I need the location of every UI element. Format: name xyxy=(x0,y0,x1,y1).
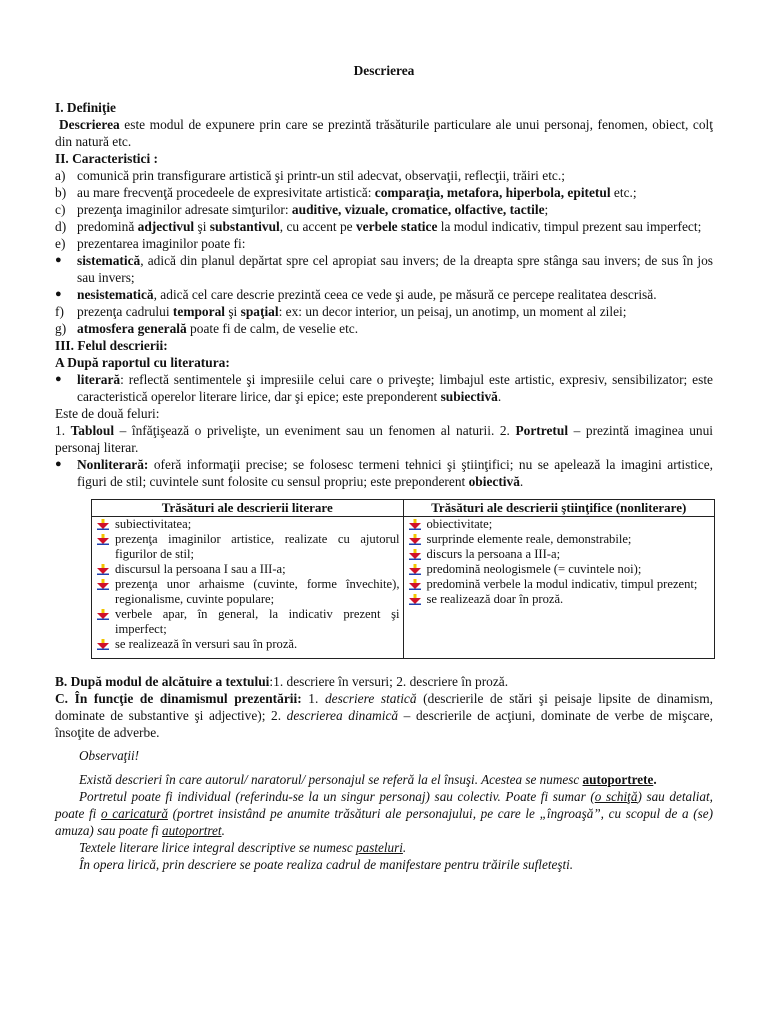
list-item xyxy=(95,607,400,637)
list-item-text: obiectivitate; xyxy=(426,517,493,531)
kinds-paragraph: 1. Tabloul – înfăţişează o privelişte, un eveniment sau un fenomen al naturii. 2. Portretul – prezintă imaginea unui personaj literar. xyxy=(55,423,714,455)
list-item xyxy=(95,517,400,532)
list-item-text: discurs la persoana a III-a; xyxy=(426,547,561,561)
item-marker: g) xyxy=(55,321,67,336)
arrow-down-bullet-icon xyxy=(407,547,427,562)
definition-text: este modul de expunere prin care se prezintă trăsăturile particulare ale unui personaj, fenomen, obiect, colţ din natură etc. xyxy=(55,117,713,149)
definition-paragraph xyxy=(55,116,713,150)
subsection-a-heading: A După raportul cu literatura: xyxy=(55,355,230,370)
feature-item-f xyxy=(55,303,713,320)
document-title: Descrierea xyxy=(353,63,415,78)
item-text: comunică prin transfigurare artistică şi printr-un stil adecvat, observaţii, reflecţii, trăiri etc.; xyxy=(77,168,565,183)
literary-traits-cell xyxy=(92,517,404,659)
item-text: nesistematică, adică cel care descrie prezintă ceea ce vede şi aude, pe măsură ce percepe realitatea descrisă. xyxy=(77,287,657,302)
section-b-paragraph: B. După modul de alcătuire a textului:1. descriere în versuri; 2. descriere în proză. xyxy=(55,674,509,689)
list-item xyxy=(407,532,712,547)
item-text: sistematică, adică din planul depărtat spre cel apropiat sau invers; de la dreapta spre stânga sau invers; de sus în jos sau invers; xyxy=(77,253,713,285)
table-header-row xyxy=(92,500,715,517)
item-text: literară: reflectă sentimentele şi impresiile celui care o priveşte; limbajul este artistic, expresiv, sensibilizator; este caracteristică operelor literare lirice, dar şi epice; este preponderent subiectivă. xyxy=(77,372,713,404)
document-page xyxy=(55,62,713,873)
observations-block xyxy=(55,747,713,873)
arrow-down-bullet-icon xyxy=(407,577,427,592)
list-item-text: prezenţa imaginilor artistice, realizate cu ajutorul figurilor de stil; xyxy=(115,532,400,561)
list-item-text: verbele apar, în general, la indicativ prezent şi imperfect; xyxy=(115,607,400,636)
list-item xyxy=(407,592,712,607)
section-c-paragraph: C. În funcţie de dinamismul prezentării: 1. descriere statică (descrierile de stări şi peisaje lipsite de dinamism, dominate de substantive şi adjective); 2. descrierea dinamică – descrierile de acţiuni, dominate de verbe de mişcare, însoţite de adverbe. xyxy=(55,691,713,740)
bullet-icon: ● xyxy=(55,254,62,266)
feature-item-a xyxy=(55,167,713,184)
list-item-text: predomină neologismele (= cuvintele noi); xyxy=(426,562,642,576)
observation-3: Textele literare lirice integral descriptive se numesc pasteluri. xyxy=(79,840,407,855)
item-text: Nonliterară: oferă informaţii precise; se folosesc termeni tehnici şi ştiinţifici; nu se apelează la imagini artistice, figuri de stil; cuvintele sunt folosite cu sensul propriu; este preponderent obiectivă. xyxy=(77,457,713,489)
bullet-icon: ● xyxy=(55,288,62,300)
list-item-text: surprinde elemente reale, demonstrabile; xyxy=(426,532,632,546)
list-item-text: predomină verbele la modul indicativ, timpul prezent; xyxy=(426,577,698,591)
list-item-text: prezenţa unor arhaisme (cuvinte, forme învechite), regionalisme, cuvinte populare; xyxy=(115,577,400,606)
feature-item-d xyxy=(55,218,713,235)
list-item xyxy=(407,547,712,562)
list-item xyxy=(95,637,400,652)
arrow-down-bullet-icon xyxy=(95,532,115,547)
observation-2: Portretul poate fi individual (referindu-se la un singur personaj) sau colectiv. Poate fi sumar (o schiţă) sau detaliat, poate fi o caricatură (portret insistând pe anumite trăsături ale personajului, pe care le „îngroaşă”, cu scopul de a (se) amuza) sau poate fi autoportret. xyxy=(55,789,713,838)
list-item xyxy=(407,562,712,577)
section-2-heading: II. Caracteristici : xyxy=(55,151,158,166)
definition-term: Descrierea xyxy=(59,117,120,132)
list-item-text: discursul la persoana I sau a III-a; xyxy=(115,562,286,576)
bullet-icon: ● xyxy=(55,373,62,385)
feature-item-c xyxy=(55,201,713,218)
scientific-traits-cell xyxy=(403,517,715,659)
item-text: prezentarea imaginilor poate fi: xyxy=(77,236,246,251)
item-marker: f) xyxy=(55,304,64,319)
arrow-down-bullet-icon xyxy=(407,562,427,577)
arrow-down-bullet-icon xyxy=(407,532,427,547)
observation-4: În opera lirică, prin descriere se poate realiza cadrul de manifestare pentru trăirile sufleteşti. xyxy=(79,857,574,872)
feature-item-b xyxy=(55,184,713,201)
item-marker: d) xyxy=(55,219,67,234)
list-item-text: se realizează în versuri sau în proză. xyxy=(115,637,298,651)
comparison-table xyxy=(91,499,715,659)
observations-title: Observaţii! xyxy=(79,748,140,763)
list-item-text: se realizează doar în proză. xyxy=(426,592,564,606)
list-item xyxy=(407,517,712,532)
arrow-down-bullet-icon xyxy=(95,562,115,577)
list-item xyxy=(95,532,400,562)
item-marker: a) xyxy=(55,168,66,183)
list-item xyxy=(407,577,712,592)
list-item xyxy=(95,562,400,577)
arrow-down-bullet-icon xyxy=(95,517,115,532)
table-row xyxy=(92,517,715,659)
item-marker: b) xyxy=(55,185,67,200)
bullet-icon: ● xyxy=(55,458,62,470)
item-text: au mare frecvenţă procedeele de expresivitate artistică: comparaţia, metafora, hiperbola, epitetul etc.; xyxy=(77,185,637,200)
section-1-heading: I. Definiţie xyxy=(55,100,116,115)
item-marker: c) xyxy=(55,202,66,217)
bullet-item-sistematica xyxy=(55,252,713,286)
feature-item-e xyxy=(55,235,713,252)
section-3-heading: III. Felul descrierii: xyxy=(55,338,168,353)
bullet-item-nonliterara xyxy=(55,456,713,490)
observation-1: Există descrieri în care autorul/ naratorul/ personajul se referă la el însuşi. Acestea se numesc autoportrete. xyxy=(79,772,657,787)
list-item-text: subiectivitatea; xyxy=(115,517,192,531)
arrow-down-bullet-icon xyxy=(407,517,427,532)
feature-item-g xyxy=(55,320,713,337)
table-header-scientific: Trăsături ale descrierii ştiinţifice (nonliterare) xyxy=(403,500,715,517)
item-text: atmosfera generală poate fi de calm, de veselie etc. xyxy=(77,321,359,336)
table-header-literary: Trăsături ale descrierii literare xyxy=(92,500,404,517)
bullet-item-literara xyxy=(55,371,713,405)
two-kinds-line: Este de două feluri: xyxy=(55,406,160,421)
item-text: predomină adjectivul şi substantivul, cu accent pe verbele statice la modul indicativ, timpul prezent sau imperfect; xyxy=(77,219,702,234)
item-text: prezenţa cadrului temporal şi spaţial: ex: un decor interior, un peisaj, un anotimp, un moment al zilei; xyxy=(77,304,627,319)
arrow-down-bullet-icon xyxy=(95,607,115,622)
arrow-down-bullet-icon xyxy=(407,592,427,607)
bullet-item-nesistematica xyxy=(55,286,713,303)
item-text: prezenţa imaginilor adresate simţurilor: auditive, vizuale, cromatice, olfactive, tactile; xyxy=(77,202,549,217)
arrow-down-bullet-icon xyxy=(95,577,115,592)
list-item xyxy=(95,577,400,607)
arrow-down-bullet-icon xyxy=(95,637,115,652)
item-marker: e) xyxy=(55,236,66,251)
